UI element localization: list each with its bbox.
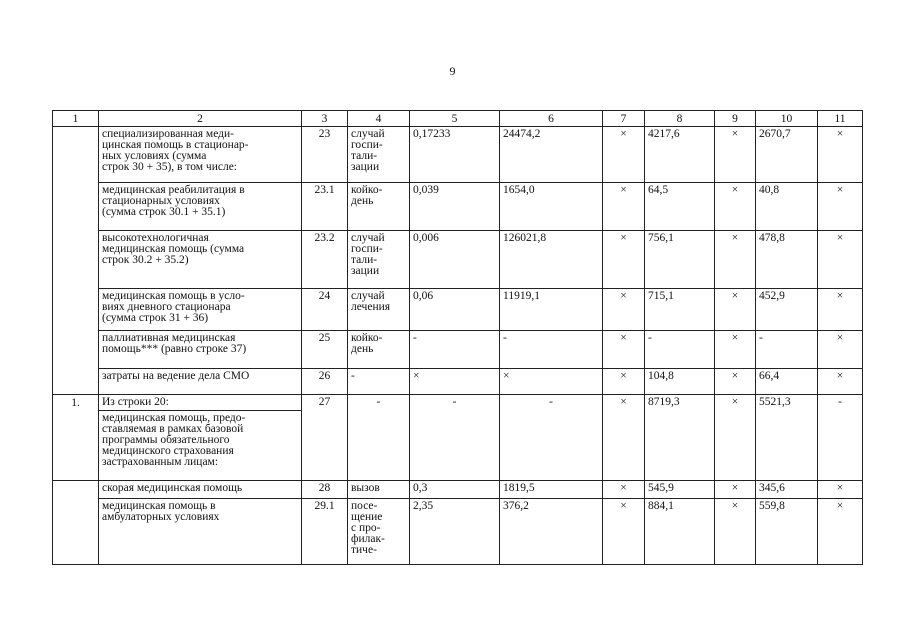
value-cell-c9: × <box>715 289 756 331</box>
value-cell-c7: × <box>603 231 645 289</box>
row-number-cell <box>53 499 99 565</box>
section-row <box>53 395 863 411</box>
value-cell-c9: × <box>715 481 756 499</box>
value-cell-c8: 64,5 <box>645 183 715 231</box>
header-cell: 8 <box>645 111 715 127</box>
line-number-cell: 27 <box>302 395 348 481</box>
value-cell-c7: × <box>603 481 645 499</box>
indicator-name-cell: высокотехнологичная медицинская помощь (сумма строк 30.2 + 35.2) <box>99 231 302 289</box>
value-cell-c11: × <box>818 369 863 395</box>
table-row <box>53 499 863 565</box>
value-cell-c10: 66,4 <box>756 369 818 395</box>
indicator-name-cell: медицинская помощь в амбулаторных условиях <box>99 499 302 565</box>
value-cell-c8: 8719,3 <box>645 395 715 481</box>
value-cell-c8: 104,8 <box>645 369 715 395</box>
value-cell-c9: × <box>715 331 756 369</box>
value-cell-c8: 756,1 <box>645 231 715 289</box>
value-cell-c5: - <box>410 331 500 369</box>
value-cell-c11: × <box>818 127 863 183</box>
data-table <box>52 110 863 565</box>
value-cell-c6: × <box>500 369 603 395</box>
value-cell-c8: 4217,6 <box>645 127 715 183</box>
value-cell-c5: 2,35 <box>410 499 500 565</box>
value-cell-c6: 1654,0 <box>500 183 603 231</box>
value-cell-c7: × <box>603 499 645 565</box>
header-cell: 3 <box>302 111 348 127</box>
value-cell-c5: 0,06 <box>410 289 500 331</box>
value-cell-c10: - <box>756 331 818 369</box>
line-number-cell: 29.1 <box>302 499 348 565</box>
row-number-cell <box>53 231 99 289</box>
page-number: 9 <box>449 64 456 78</box>
value-cell-c6: 1819,5 <box>500 481 603 499</box>
value-cell-c5: 0,006 <box>410 231 500 289</box>
value-cell-c7: × <box>603 127 645 183</box>
value-cell-c10: 478,8 <box>756 231 818 289</box>
unit-cell: - <box>348 395 410 481</box>
value-cell-c8: 715,1 <box>645 289 715 331</box>
value-cell-c7: × <box>603 331 645 369</box>
indicator-name-cell: медицинская реабилитация в стационарных условиях (сумма строк 30.1 + 35.1) <box>99 183 302 231</box>
header-cell: 6 <box>500 111 603 127</box>
value-cell-c11: - <box>818 395 863 481</box>
table-row <box>53 231 863 289</box>
value-cell-c9: × <box>715 369 756 395</box>
line-number-cell: 23.1 <box>302 183 348 231</box>
indicator-name-cell: специализированная меди- цинская помощь в стационар- ных условиях (сумма строк 30 + 35), в том числе: <box>99 127 302 183</box>
value-cell-c10: 2670,7 <box>756 127 818 183</box>
value-cell-c10: 452,9 <box>756 289 818 331</box>
value-cell-c5: × <box>410 369 500 395</box>
value-cell-c10: 345,6 <box>756 481 818 499</box>
indicator-name-cell: паллиативная медицинская помощь*** (равно строке 37) <box>99 331 302 369</box>
row-number-cell <box>53 369 99 395</box>
unit-cell: посе- щение с про- филак- тиче- <box>348 499 410 565</box>
value-cell-c6: - <box>500 331 603 369</box>
line-number-cell: 28 <box>302 481 348 499</box>
value-cell-c5: - <box>410 395 500 481</box>
row-number-cell <box>53 183 99 231</box>
value-cell-c9: × <box>715 183 756 231</box>
header-cell: 5 <box>410 111 500 127</box>
header-cell: 10 <box>756 111 818 127</box>
section-heading-cell: Из строки 20: <box>99 395 302 411</box>
unit-cell: случай госпи- тали- зации <box>348 127 410 183</box>
value-cell-c10: 40,8 <box>756 183 818 231</box>
value-cell-c5: 0,039 <box>410 183 500 231</box>
table-row <box>53 289 863 331</box>
table-row <box>53 331 863 369</box>
table-row <box>53 481 863 499</box>
value-cell-c6: 126021,8 <box>500 231 603 289</box>
indicator-name-cell: медицинская помощь в усло- виях дневного стационара (сумма строк 31 + 36) <box>99 289 302 331</box>
line-number-cell: 26 <box>302 369 348 395</box>
line-number-cell: 24 <box>302 289 348 331</box>
header-cell: 9 <box>715 111 756 127</box>
value-cell-c11: × <box>818 289 863 331</box>
unit-cell: койко- день <box>348 183 410 231</box>
row-number-cell <box>53 127 99 183</box>
line-number-cell: 23.2 <box>302 231 348 289</box>
value-cell-c10: 559,8 <box>756 499 818 565</box>
value-cell-c11: × <box>818 231 863 289</box>
value-cell-c9: × <box>715 231 756 289</box>
indicator-name-cell: скорая медицинская помощь <box>99 481 302 499</box>
value-cell-c6: 376,2 <box>500 499 603 565</box>
value-cell-c6: - <box>500 395 603 481</box>
header-cell: 7 <box>603 111 645 127</box>
value-cell-c11: × <box>818 331 863 369</box>
value-cell-c7: × <box>603 289 645 331</box>
unit-cell: - <box>348 369 410 395</box>
value-cell-c10: 5521,3 <box>756 395 818 481</box>
row-number-cell <box>53 331 99 369</box>
unit-cell: случай лечения <box>348 289 410 331</box>
row-number-cell: 1. <box>53 395 99 481</box>
value-cell-c5: 0,3 <box>410 481 500 499</box>
header-cell: 2 <box>99 111 302 127</box>
header-cell: 4 <box>348 111 410 127</box>
header-cell: 1 <box>53 111 99 127</box>
value-cell-c8: 884,1 <box>645 499 715 565</box>
value-cell-c8: 545,9 <box>645 481 715 499</box>
value-cell-c11: × <box>818 499 863 565</box>
value-cell-c9: × <box>715 395 756 481</box>
indicator-name-cell: затраты на ведение дела СМО <box>99 369 302 395</box>
unit-cell: вызов <box>348 481 410 499</box>
row-number-cell <box>53 481 99 499</box>
table-row <box>53 369 863 395</box>
table-row <box>53 127 863 183</box>
line-number-cell: 25 <box>302 331 348 369</box>
unit-cell: койко- день <box>348 331 410 369</box>
value-cell-c7: × <box>603 183 645 231</box>
value-cell-c11: × <box>818 481 863 499</box>
row-number-cell <box>53 289 99 331</box>
value-cell-c7: × <box>603 395 645 481</box>
value-cell-c8: - <box>645 331 715 369</box>
table-row <box>53 183 863 231</box>
section-description-cell: медицинская помощь, предо- ставляемая в рамках базовой программы обязательного медицинского страхования застрахованным лицам: <box>99 411 302 481</box>
value-cell-c7: × <box>603 369 645 395</box>
value-cell-c5: 0,17233 <box>410 127 500 183</box>
unit-cell: случай госпи- тали- зации <box>348 231 410 289</box>
value-cell-c6: 24474,2 <box>500 127 603 183</box>
value-cell-c9: × <box>715 499 756 565</box>
header-row <box>53 111 863 127</box>
header-cell: 11 <box>818 111 863 127</box>
value-cell-c11: × <box>818 183 863 231</box>
value-cell-c6: 11919,1 <box>500 289 603 331</box>
value-cell-c9: × <box>715 127 756 183</box>
line-number-cell: 23 <box>302 127 348 183</box>
